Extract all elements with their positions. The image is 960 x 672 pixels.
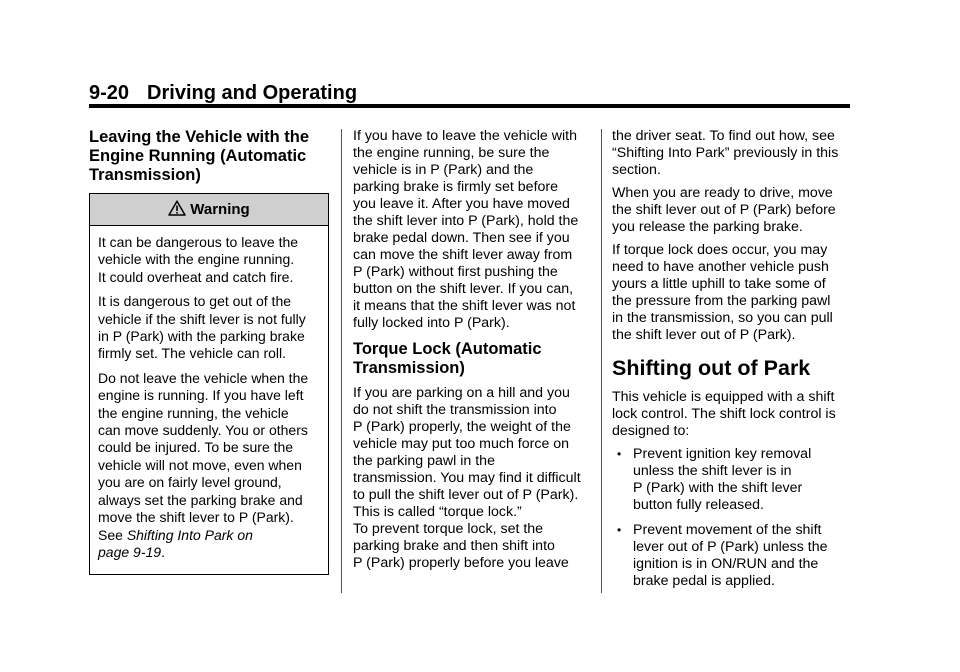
column-divider <box>341 129 342 593</box>
section-title: Driving and Operating <box>147 82 358 104</box>
warning-body <box>90 226 328 574</box>
page-number: 9-20 <box>89 82 130 104</box>
section-heading-torque-lock: Torque Lock (Automatic Transmission) <box>353 340 542 377</box>
bullet-icon: • <box>617 447 622 461</box>
warning-title: Warning <box>190 201 250 218</box>
body-paragraph: When you are ready to drive, move the shift lever out of P (Park) before you release the parking brake. <box>612 185 836 235</box>
list-item-text: Prevent movement of the shift lever out of P (Park) unless the ignition is in ON/RUN and the brake pedal is applied. <box>633 522 828 589</box>
page-header <box>89 82 357 105</box>
body-paragraph: the driver seat. To find out how, see “Shifting Into Park” previously in this section. <box>612 128 839 178</box>
body-paragraph: If you are parking on a hill and you do not shift the transmission into P (Park) properly, the weight of the vehicle may put too much force on the parking pawl in the transmission. You may find it difficult to pull the shift lever out of P (Park). This is called “torque lock.” To prevent torque lock, set the parking brake and then shift into P (Park) properly before you leave <box>353 385 581 571</box>
header-rule <box>89 104 850 108</box>
column-divider <box>601 129 602 593</box>
column-1 <box>89 128 331 575</box>
section-heading-shifting-out-of-park: Shifting out of Park <box>612 356 811 380</box>
see-link[interactable]: Shifting Into Park on page 9-19 <box>98 526 253 560</box>
list-item <box>612 522 857 590</box>
body-paragraph: This vehicle is equipped with a shift lock control. The shift lock control is designed to: <box>612 389 836 439</box>
column-3 <box>612 128 857 598</box>
warning-paragraph: It is dangerous to get out of the vehicle if the shift lever is not fully in P (Park) with the parking brake firmly set. The vehicle can roll. <box>98 293 306 362</box>
see-suffix: . <box>161 543 165 560</box>
bullet-icon: • <box>617 523 622 537</box>
warning-box <box>89 193 329 575</box>
warning-paragraph: Do not leave the vehicle when the engine is running. If you have left the engine running, the vehicle can move suddenly. You or others could be injured. To be sure the vehicle will not move, even when you are on fairly level ground, always set the parking brake and move the shift lever to P (Park). <box>98 369 309 526</box>
list-item <box>612 446 857 514</box>
section-heading-leaving-vehicle: Leaving the Vehicle with the Engine Running (Automatic Transmission) <box>89 128 310 184</box>
column-2 <box>353 128 593 578</box>
list-item-text: Prevent ignition key removal unless the shift lever is in P (Park) with the shift lever button fully released. <box>633 446 812 513</box>
bullet-list <box>612 446 857 590</box>
body-paragraph: If you have to leave the vehicle with the engine running, be sure the vehicle is in P (Park) and the parking brake is firmly set before you leave it. After you have moved the shift lever into P (Park), hold the brake pedal down. Then see if you can move the shift lever away from P (Park) without first pushing the button on the shift lever. If you can, it means that the shift lever was not fully locked into P (Park). <box>353 128 579 331</box>
body-paragraph: If torque lock does occur, you may need to have another vehicle push yours a little uphill to take some of the pressure from the parking pawl in the transmission, so you can pull the shift lever out of P (Park). <box>612 242 833 343</box>
warning-triangle-icon <box>168 200 190 220</box>
warning-paragraph: It can be dangerous to leave the vehicle with the engine running. It could overheat and catch fire. <box>98 234 299 285</box>
warning-header <box>90 194 328 226</box>
see-prefix: See <box>98 526 127 543</box>
warning-see-reference <box>98 527 321 562</box>
